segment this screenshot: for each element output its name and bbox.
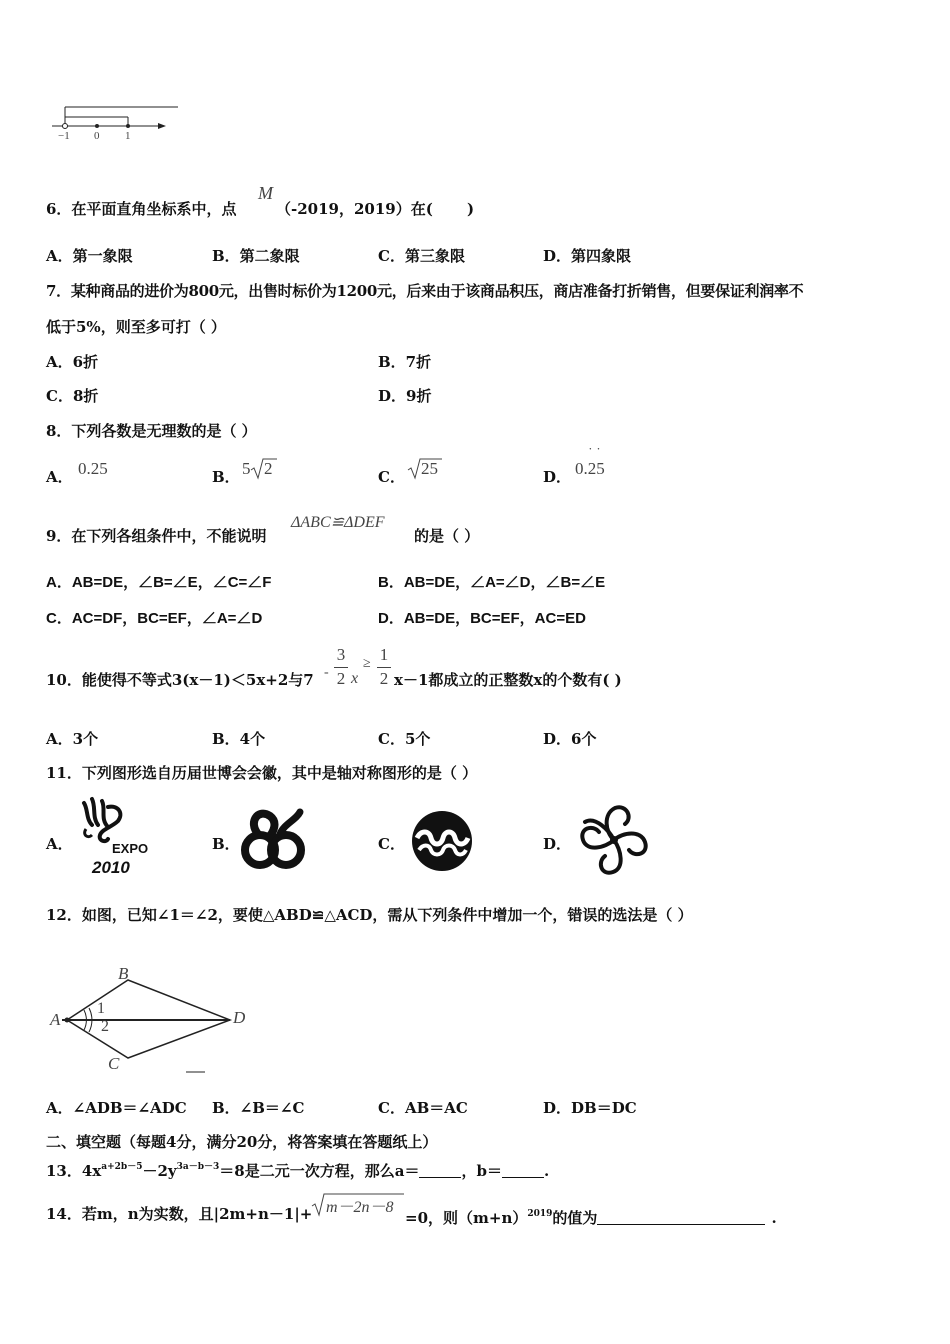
q12-label-angle2: 2 [101,1018,109,1035]
q12-option-d[interactable]: D．DB＝DC [543,1099,637,1117]
q11-label-a[interactable]: A． [46,835,73,853]
q10-f1-den: 2 [336,669,346,688]
q7-line2: 低于5%，则至多可打（ ） [46,318,226,336]
q7-option-c[interactable]: C．8折 [46,387,99,405]
q12-label-d: D [233,1008,246,1027]
q8-stem: 8．下列各数是无理数的是（ ） [46,422,257,440]
q10-option-d[interactable]: D．6个 [543,730,597,748]
q10-option-b[interactable]: B．4个 [212,730,266,748]
q10-f2-den: 2 [379,669,389,688]
q13-pre: 13．4x [46,1162,102,1180]
q12-option-c[interactable]: C．AB＝AC [378,1099,468,1117]
q10-f1-bar [334,667,348,668]
q8-math-b-rad: 2 [264,459,273,478]
q14-end: . [771,1209,777,1227]
q6-paren-close: ) [467,200,475,218]
q10-fraction-2 [377,645,391,691]
q6-option-c[interactable]: C．第三象限 [378,247,465,265]
q11-label-d[interactable]: D． [543,835,572,853]
q14-post: 的值为 [552,1209,598,1227]
knot-logo-icon [240,806,306,874]
q7-option-b[interactable]: B．7折 [378,353,432,371]
q10-f2-num: 1 [379,645,389,664]
q12-label-b: B [118,964,129,983]
q13-sep: ，b＝ [461,1162,502,1180]
flower-logo-icon [575,802,653,878]
q14-blank[interactable] [597,1210,765,1225]
q13-post: ＝8是二元一次方程，那么a＝ [219,1162,420,1180]
q8-math-a: 0.25 [78,459,108,478]
q11-stem: 11．下列图形选自历届世博会会徽，其中是轴对称图形的是（ ） [46,764,478,782]
q12-option-a[interactable]: A．∠ADB＝∠ADC [46,1099,187,1117]
q14-tail [405,1204,777,1228]
q7-option-d[interactable]: D．9折 [378,387,432,405]
q10-f2-bar [377,667,391,668]
waves-logo-icon [411,810,473,872]
q11-label-c[interactable]: C． [378,835,405,853]
q10-f1-num: 3 [336,645,346,664]
q7-line1: 7．某种商品的进价为800元，出售时标价为1200元，后来由于该商品积压，商店准备打折销售，但要保证利润率不 [46,282,804,300]
q14-pre: 14．若m，n为实数，且|2m+n－1|+ [46,1205,313,1223]
expo-2010-logo-icon [78,795,158,877]
q6-var-m: M [258,183,273,203]
q9-option-b[interactable]: B．AB=DE，∠A=∠D，∠B=∠E [378,574,606,591]
q9-option-a[interactable]: A．AB=DE，∠B=∠E，∠C=∠F [46,574,272,591]
question-13 [46,1157,549,1181]
q6-option-a[interactable]: A．第一象限 [46,247,133,265]
numberline-label-1: 1 [125,130,131,142]
q7-option-a[interactable]: A．6折 [46,353,99,371]
q12-label-a: A [50,1010,61,1029]
number-line-figure [50,100,190,148]
q12-option-b[interactable]: B．∠B＝∠C [212,1099,305,1117]
q10-geq: ≥ [363,656,371,671]
q13-end: . [543,1162,550,1180]
numberline-label-neg1: −1 [58,130,70,142]
q13-blank-b[interactable] [502,1163,544,1178]
q13-exp2: 3a－b－3 [176,1162,220,1172]
q10-option-c[interactable]: C．5个 [378,730,431,748]
q8-math-b-coef: 5 [242,459,251,478]
q6-option-b[interactable]: B．第二象限 [212,247,300,265]
q13-mid: －2y [142,1162,177,1180]
section-2-title: 二、填空题（每题4分，满分20分，将答案填在答题纸上） [46,1133,438,1151]
q8-label-a[interactable]: A． [46,468,73,486]
q9-stem: 9．在下列各组条件中，不能说明 [46,527,267,545]
q14-radicand: m－2n－8 [326,1199,394,1216]
q8-label-b[interactable]: B． [212,468,240,486]
q11-logo-a-text1: EXPO [112,841,149,856]
q10-part2: x－1都成立的正整数x的个数有( ) [394,671,622,689]
q13-exp1: a+2b－5 [101,1162,143,1172]
q8-label-c[interactable]: C． [378,468,405,486]
q13-blank-a[interactable] [419,1163,461,1178]
q12-label-c: C [108,1054,120,1073]
q8-math-d: 0.25 [575,459,605,478]
q8-label-d[interactable]: D． [543,468,572,486]
q12-kite-figure [50,962,260,1077]
q11-logo-a-text2: 2010 [92,858,130,877]
q14-mid: =0，则（m+n） [405,1209,528,1227]
q10-fraction-1 [334,645,348,691]
q6-option-d[interactable]: D．第四象限 [543,247,632,265]
q9-option-d[interactable]: D．AB=DE，BC=EF，AC=ED [378,610,586,627]
q10-part1: 10．能使得不等式3(x－1)＜5x+2与7 [46,671,314,689]
q12-label-angle1: 1 [97,1000,105,1017]
q9-option-c[interactable]: C．AC=DF，BC=EF，∠A=∠D [46,610,263,627]
q6-coords: （-2019，2019）在( [276,200,433,218]
q12-stem: 12．如图，已知∠1＝∠2，要使△ABD≌△ACD，需从下列条件中增加一个，错误的选法是（ ） [46,906,693,924]
q10-x1: x [351,670,359,687]
q9-tail: 的是（ ） [414,527,480,545]
q8-math-d-dots: ˙ ˙ [588,446,601,461]
q10-minus: - [324,665,329,680]
q10-option-a[interactable]: A．3个 [46,730,99,748]
q8-math-c-rad: 25 [421,459,438,478]
q6-stem: 6．在平面直角坐标系中，点 [46,200,237,218]
q14-exp: 2019 [527,1209,553,1219]
q11-label-b[interactable]: B． [212,835,240,853]
numberline-label-0: 0 [94,130,100,142]
q9-congruence: ΔABC≌ΔDEF [291,514,385,531]
